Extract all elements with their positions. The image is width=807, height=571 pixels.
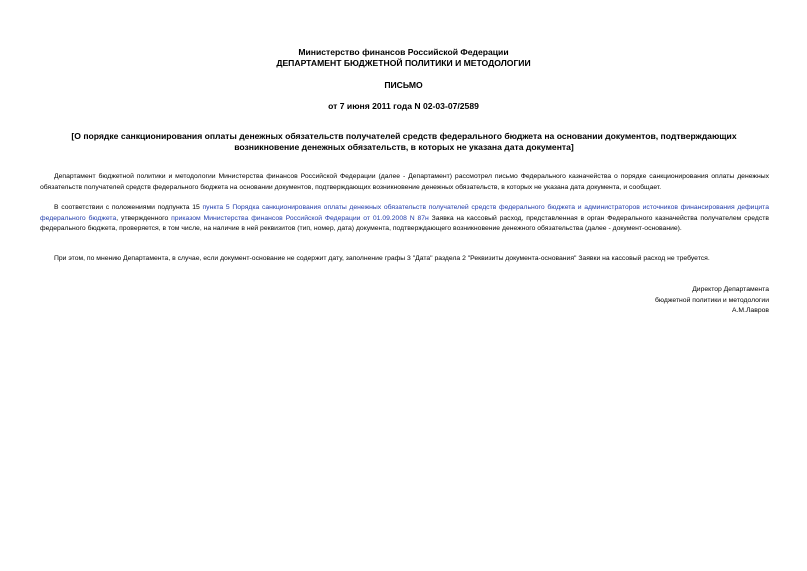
link-ministry-order-87n[interactable]: приказом Министерства финансов Российской Федерации от 01.09.2008 N 87н bbox=[171, 214, 429, 222]
document-subject: [О порядке санкционирования оплаты денежных обязательств получателей средств федерального бюджета на основании документов, подтверждающих возникновение денежных обязательств, в которых не указана дата документа] bbox=[71, 131, 737, 152]
signature-department: бюджетной политики и методологии bbox=[655, 296, 769, 304]
department-heading: ДЕПАРТАМЕНТ БЮДЖЕТНОЙ ПОЛИТИКИ И МЕТОДОЛОГИИ bbox=[276, 58, 531, 68]
document-type: ПИСЬМО bbox=[384, 80, 423, 90]
paragraph-legal-basis bbox=[40, 203, 769, 235]
paragraph-intro: Департамент бюджетной политики и методологии Министерства финансов Российской Федерации (далее - Департамент) рассмотрел письмо Федерального казначейства о порядке санкционирования оплаты денежных обязательств получателей средств федерального бюджета на основании документов, подтверждающих возникновение денежных обязательств, в которых не указана дата документа, и сообщает. bbox=[40, 173, 769, 191]
link-procedure-point-5[interactable]: пункта 5 Порядка санкционирования оплаты денежных обязательств получателей средств федерального бюджета и администраторов источников финансирования дефицита федерального бюджета bbox=[40, 204, 769, 222]
document-date-number: от 7 июня 2011 года N 02-03-07/2589 bbox=[328, 101, 479, 111]
signature-block bbox=[655, 285, 769, 317]
signature-name: А.М.Лавров bbox=[732, 307, 769, 314]
signature-position: Директор Департамента bbox=[692, 286, 769, 293]
ministry-heading: Министерство финансов Российской Федерации bbox=[298, 47, 509, 57]
paragraph-text: Заявка на кассовый расход, представленная в орган Федерального казначейства получателем средств федерального бюджета, проверяется, в том числе, на наличие в ней реквизитов (тип, номер, дата) документа, подтверждающего возникновение денежного обязательства (далее - документ-основание). bbox=[40, 214, 770, 232]
paragraph-text: В соответствии с положениями подпункта 15 bbox=[54, 204, 203, 211]
paragraph-conclusion: При этом, по мнению Департамента, в случае, если документ-основание не содержит дату, заполнение графы 3 "Дата" раздела 2 "Реквизиты документа-основания" Заявки на кассовый расход не требуется. bbox=[54, 255, 710, 262]
paragraph-text: , утвержденного bbox=[116, 214, 172, 222]
